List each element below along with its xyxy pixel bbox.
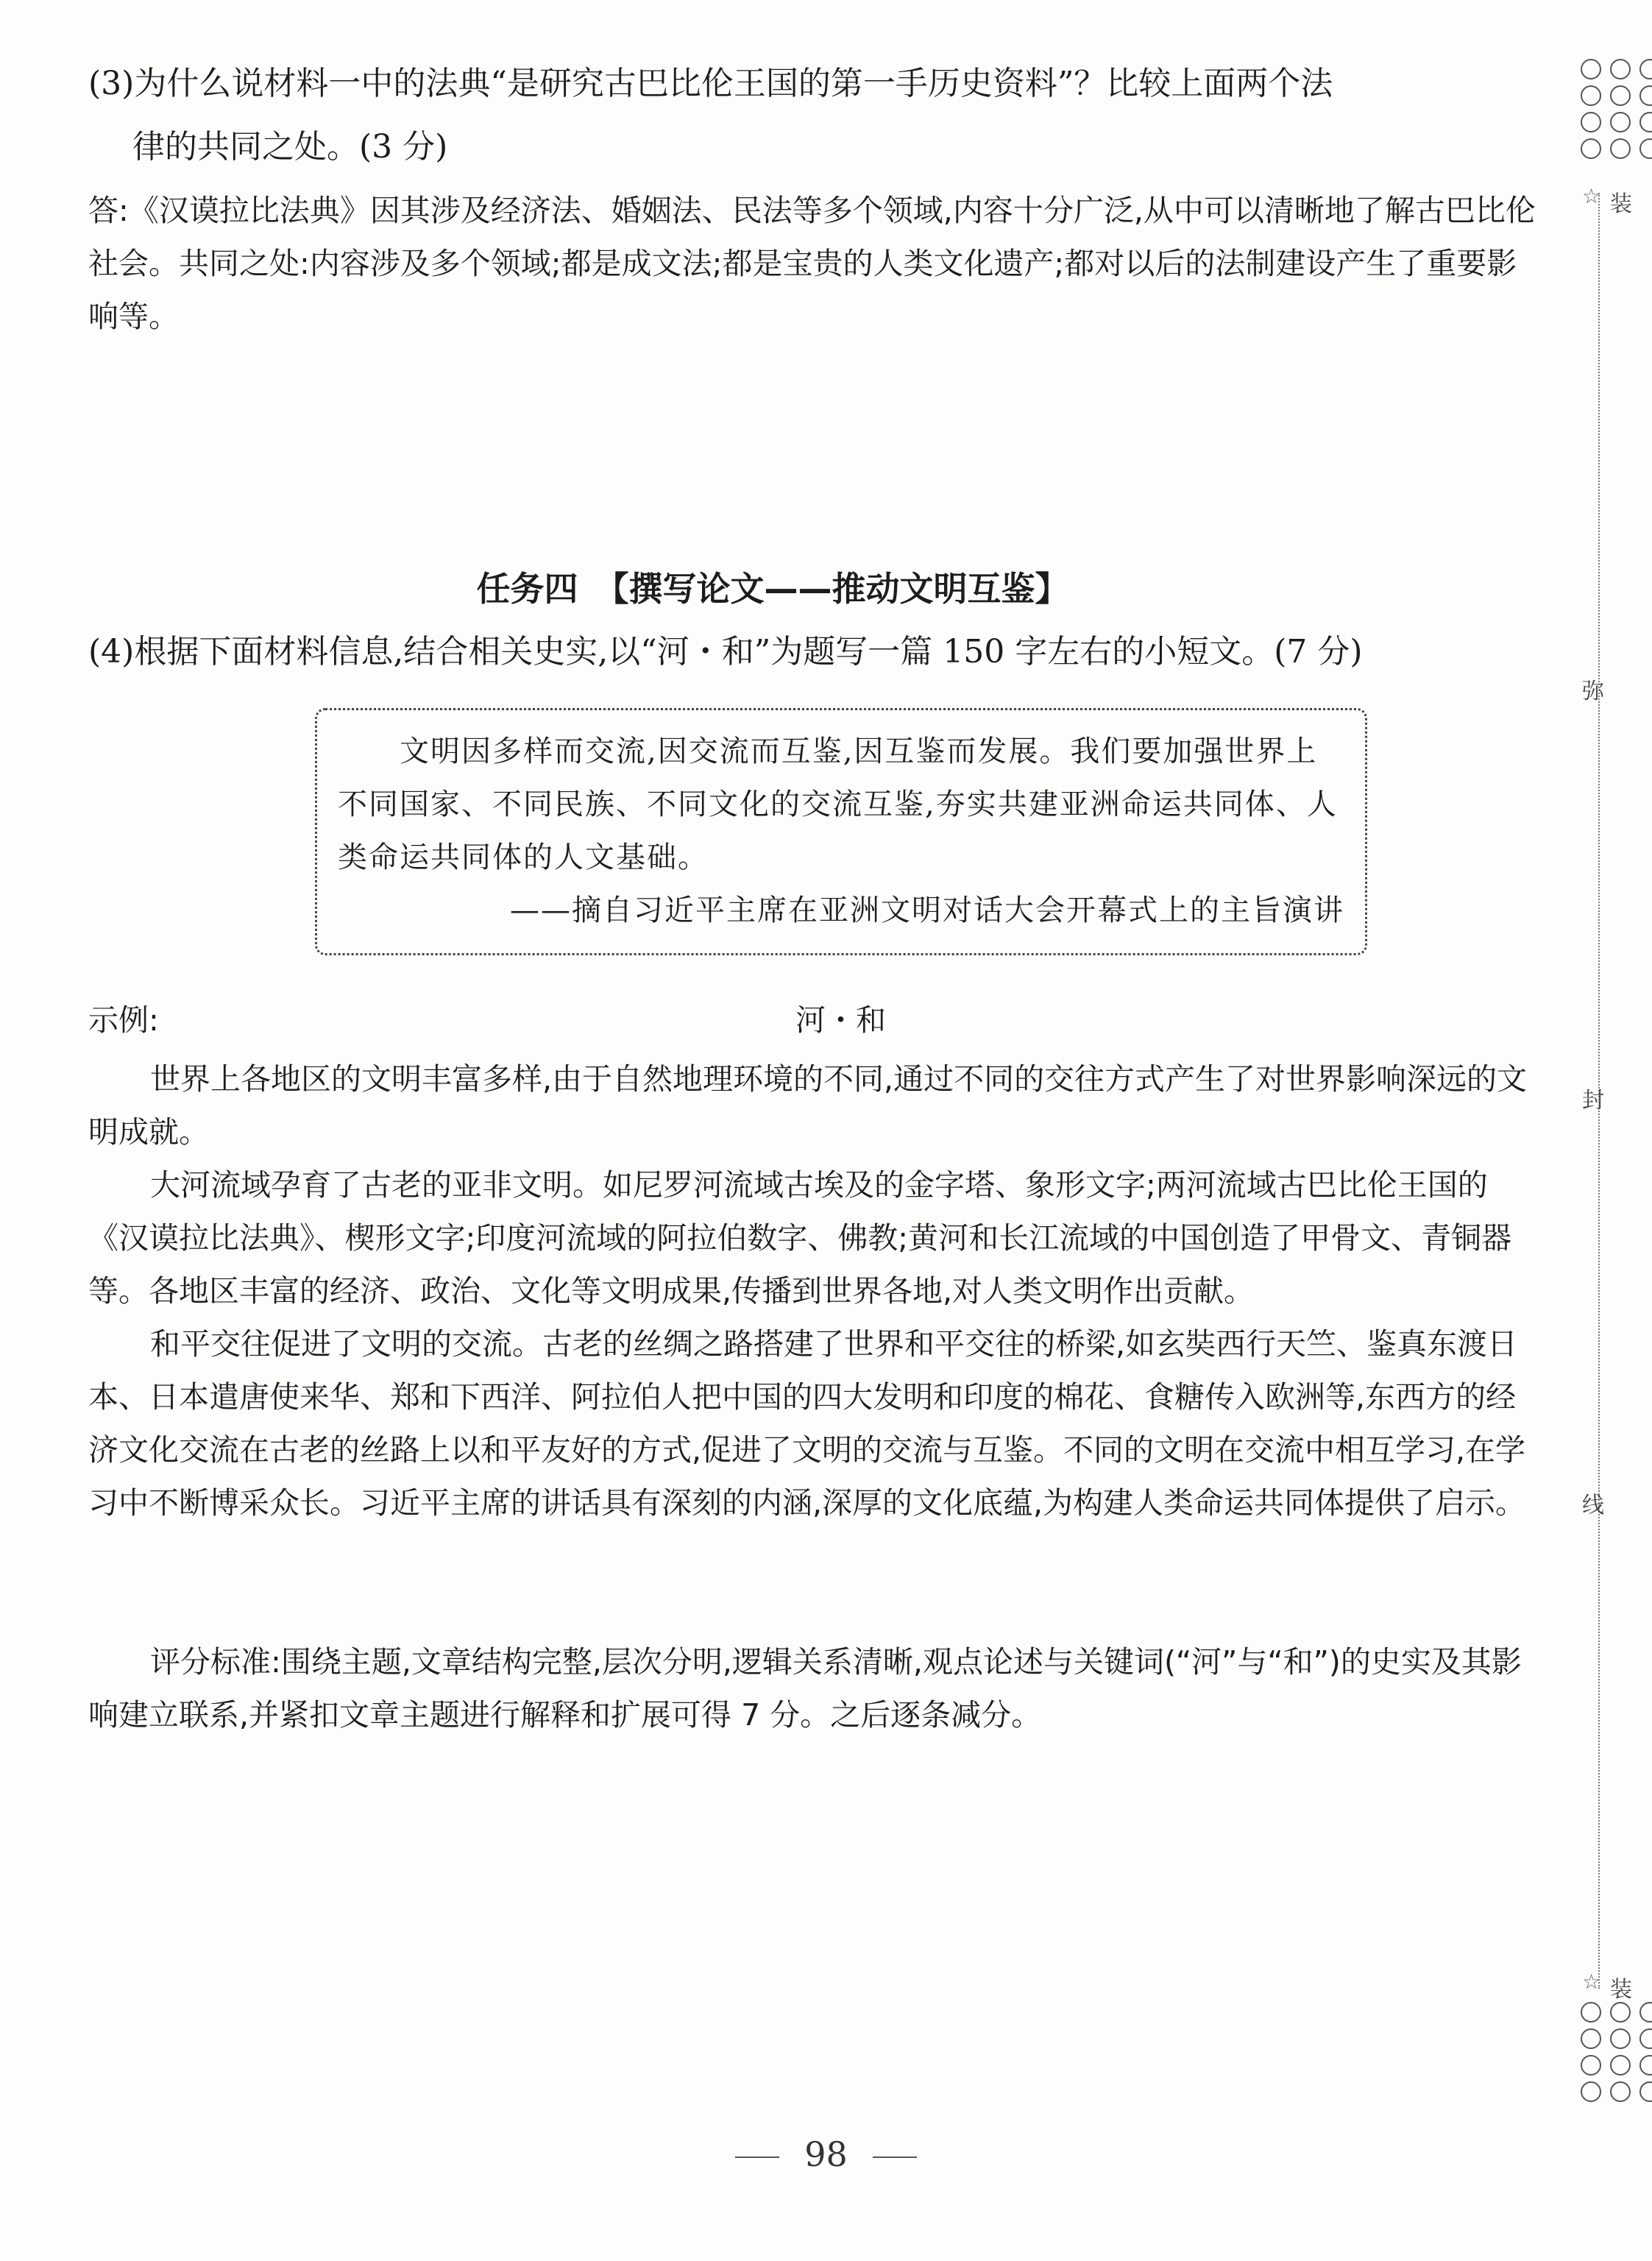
page-number-dash-right (873, 2156, 917, 2158)
binding-circle (1581, 2002, 1601, 2023)
essay-paragraph: 和平交往促进了文明的交流。古老的丝绸之路搭建了世界和平交往的桥梁,如玄奘西行天竺、鉴真东渡日本、日本遣唐使来华、郑和下西洋、阿拉伯人把中国的四大发明和印度的棉花、食糖传入欧洲等,东西方的经济文化交流在古老的丝路上以和平友好的方式,促进了文明的交流与互鉴。不同的文明在交流中相互学习,在学习中不断博采众长。习近平主席的讲话具有深刻的内涵,深厚的文化底蕴,为构建人类命运共同体提供了启示。 (88, 1326, 1526, 1521)
margin-label-top: 装 (1610, 191, 1632, 217)
question-3-line-1: (3)为什么说材料一中的法典“是研究古巴比伦王国的第一手历史资料”？比较上面两个法 (88, 65, 1333, 102)
binding-circles-bottom (1581, 2002, 1652, 2108)
page-number-text: 98 (804, 2134, 848, 2174)
margin-label-xian: 线 (1582, 1493, 1604, 1518)
binding-circle (1581, 2028, 1601, 2049)
quote-body: 文明因多样而交流,因交流而互鉴,因互鉴而发展。我们要加强世界上不同国家、不同民族、不同文化的交流互鉴,夯实共建亚洲命运共同体、人类命运共同体的人文基础。 (338, 735, 1338, 874)
binding-circle (1639, 2081, 1652, 2102)
essay-paragraph: 大河流域孕育了古老的亚非文明。如尼罗河流域古埃及的金字塔、象形文字;两河流域古巴比伦王国的《汉谟拉比法典》、楔形文字;印度河流域的阿拉伯数字、佛教;黄河和长江流域的中国创造了甲骨文、青铜器等。各地区丰富的经济、政治、文化等文明成果,传播到世界各地,对人类文明作出贡献。 (88, 1167, 1512, 1309)
star-icon: ☆ (1582, 1970, 1601, 1994)
binding-circle (1639, 2028, 1652, 2049)
binding-circle (1610, 2002, 1631, 2023)
binding-circle (1610, 112, 1631, 132)
quote-source: ——摘自习近平主席在亚洲文明对话大会开幕式上的主旨演讲 (510, 894, 1344, 927)
margin-label-mi: 弥 (1582, 679, 1604, 704)
essay-paragraph: 世界上各地区的文明丰富多样,由于自然地理环境的不同,通过不同的交往方式产生了对世界影响深远的文明成就。 (88, 1061, 1528, 1150)
binding-circle (1610, 138, 1631, 159)
essay-title-text: 河・和 (795, 1002, 886, 1038)
quote-box (315, 708, 1367, 955)
binding-circle (1581, 2055, 1601, 2076)
binding-circle (1581, 59, 1601, 79)
example-label: 示例: (88, 1002, 159, 1038)
binding-circle (1610, 2028, 1631, 2049)
binding-circle (1581, 112, 1601, 132)
binding-circle (1610, 59, 1631, 79)
binding-circle (1639, 138, 1652, 159)
margin-label-bottom: 装 (1610, 1977, 1632, 2003)
binding-circle (1581, 138, 1601, 159)
margin-label-feng: 封 (1582, 1088, 1604, 1114)
task-4-title: 任务四 【撰写论文——推动文明互鉴】 (476, 569, 1069, 609)
answer-3: 答:《汉谟拉比法典》因其涉及经济法、婚姻法、民法等多个领域,内容十分广泛,从中可以清晰地了解古巴比伦社会。共同之处:内容涉及多个领域;都是成文法;都是宝贵的人类文化遗产;都对以后的法制建设产生了重要影响等。 (88, 193, 1536, 334)
page-number-dash-left (735, 2156, 779, 2158)
binding-circles-top (1581, 59, 1652, 165)
essay-title (0, 994, 1652, 1047)
question-3-line-2: 律的共同之处。(3 分) (132, 128, 448, 166)
binding-circle (1610, 85, 1631, 106)
binding-circle (1610, 2081, 1631, 2102)
binding-circle (1639, 85, 1652, 106)
binding-circle (1639, 2002, 1652, 2023)
binding-circle (1639, 59, 1652, 79)
binding-circle (1581, 85, 1601, 106)
binding-circle (1639, 112, 1652, 132)
essay-paragraph: 评分标准:围绕主题,文章结构完整,层次分明,逻辑关系清晰,观点论述与关键词(“河”与“和”)的史实及其影响建立联系,并紧扣文章主题进行解释和扩展可得 7 分。之后逐条减分。 (88, 1644, 1522, 1733)
binding-circle (1610, 2055, 1631, 2076)
binding-circle (1639, 2055, 1652, 2076)
binding-circle (1581, 2081, 1601, 2102)
page-number (0, 2134, 1652, 2174)
question-4: (4)根据下面材料信息,结合相关史实,以“河・和”为题写一篇 150 字左右的小短文。(7 分) (88, 633, 1363, 670)
star-icon: ☆ (1582, 184, 1601, 208)
